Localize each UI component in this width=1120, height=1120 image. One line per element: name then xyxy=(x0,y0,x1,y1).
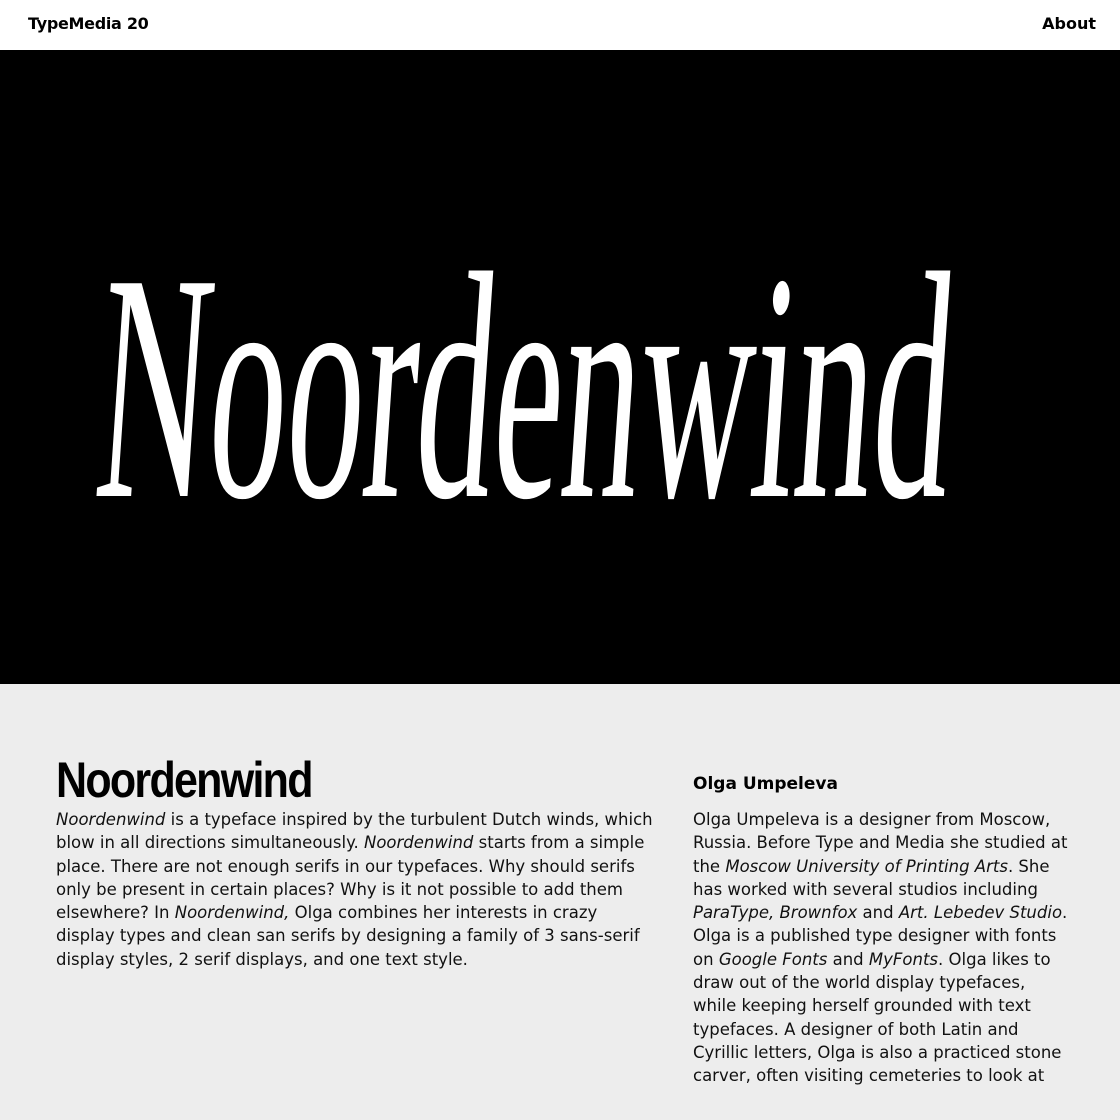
specimen-word: Noordenwind xyxy=(87,208,966,568)
designer-name: Olga Umpeleva xyxy=(693,774,838,794)
text-run: and xyxy=(857,903,899,923)
specimen-graphic xyxy=(0,50,1120,684)
project-description xyxy=(56,808,656,971)
project-content xyxy=(0,684,1120,1120)
text-run: is a typeface inspired by the turbulent Dutch winds, which blow in all directions simultaneously. xyxy=(56,810,653,853)
project-title: Noordenwind xyxy=(56,752,312,808)
text-run: and xyxy=(827,949,869,969)
text-run: . Olga likes to draw out of the world display typefaces, while keeping herself grounded with text typefaces. A designer of both Latin and Cyrillic letters, Olga is also a practiced stone carver, often visiting cemeteries to look at xyxy=(693,949,1062,1086)
italic-text-run: Noordenwind xyxy=(363,833,474,853)
italic-text-run: Google Fonts xyxy=(718,949,828,969)
italic-text-run: MyFonts xyxy=(868,949,939,969)
top-navigation-bar xyxy=(0,0,1120,50)
italic-text-run: Noordenwind, xyxy=(174,903,290,923)
italic-text-run: ParaType, Brownfox xyxy=(693,903,858,923)
text-run: starts from a simple place. There are not enough serifs in our typefaces. Why should serifs only be present in certain places? Why is it not possible to add them elsewhere? In xyxy=(56,833,645,923)
about-link[interactable]: About xyxy=(1042,14,1096,33)
text-run: Olga Umpeleva is a designer from Moscow, Russia. Before Type and Media she studied at the xyxy=(693,810,1068,876)
designer-bio xyxy=(693,808,1073,1088)
text-run: Olga combines her interests in crazy display types and clean san serifs by designing a family of 3 sans-serif display styles, 2 serif displays, and one text style. xyxy=(56,903,640,969)
text-run: . She has worked with several studios including xyxy=(693,856,1050,899)
text-run: . Olga is a published type designer with fonts on xyxy=(693,903,1068,969)
italic-text-run: Moscow University of Printing Arts xyxy=(725,856,1008,876)
italic-text-run: Art. Lebedev Studio xyxy=(898,903,1063,923)
italic-text-run: Noordenwind xyxy=(56,810,166,829)
hero-specimen xyxy=(0,50,1120,684)
brand-link[interactable]: TypeMedia 20 xyxy=(28,14,149,33)
